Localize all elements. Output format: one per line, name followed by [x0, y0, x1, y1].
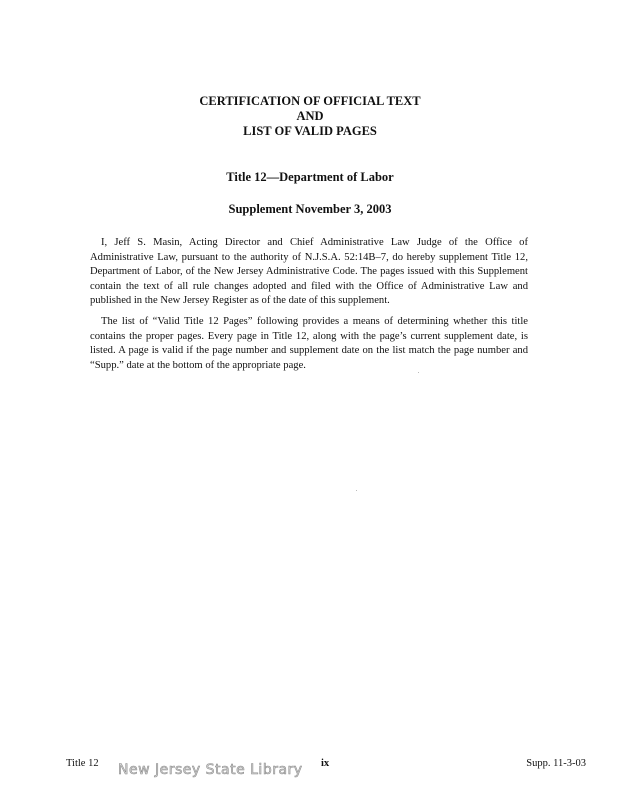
supplement-heading: Supplement November 3, 2003	[228, 202, 392, 216]
header-line-valid-pages: LIST OF VALID PAGES	[243, 124, 377, 138]
paragraph-certification: I, Jeff S. Masin, Acting Director and Chief Administrative Law Judge of the Office of Administrative Law, pursuant to the authority of N.J.S.A. 52:14B–7, do hereby supplement Title 12, Department of Labor, of the New Jersey Administrative Code. The pages issued with this Supplement contain the text of all rule changes adopted and filed with the Office of Administrative Law and published in the New Jersey Register as of the date of this supplement.	[90, 237, 528, 307]
scan-speck	[418, 372, 419, 373]
certification-body	[90, 236, 528, 379]
footer-supplement-date: Supp. 11-3-03	[526, 758, 586, 769]
header-line-certification: CERTIFICATION OF OFFICIAL TEXT	[199, 94, 421, 108]
page-number: ix	[321, 758, 330, 769]
certification-header	[0, 94, 620, 139]
library-watermark: New Jersey State Library	[118, 762, 303, 778]
footer-title: Title 12	[66, 758, 99, 769]
scan-speck	[356, 490, 357, 491]
header-line-and: AND	[296, 109, 324, 123]
paragraph-valid-pages: The list of “Valid Title 12 Pages” following provides a means of determining whether this title contains the proper pages. Every page in Title 12, along with the page’s current supplement date, is listed. A page is valid if the page number and supplement date on the list match the page number and “Supp.” date at the bottom of the appropriate page.	[90, 315, 528, 371]
title-heading: Title 12—Department of Labor	[226, 170, 394, 184]
